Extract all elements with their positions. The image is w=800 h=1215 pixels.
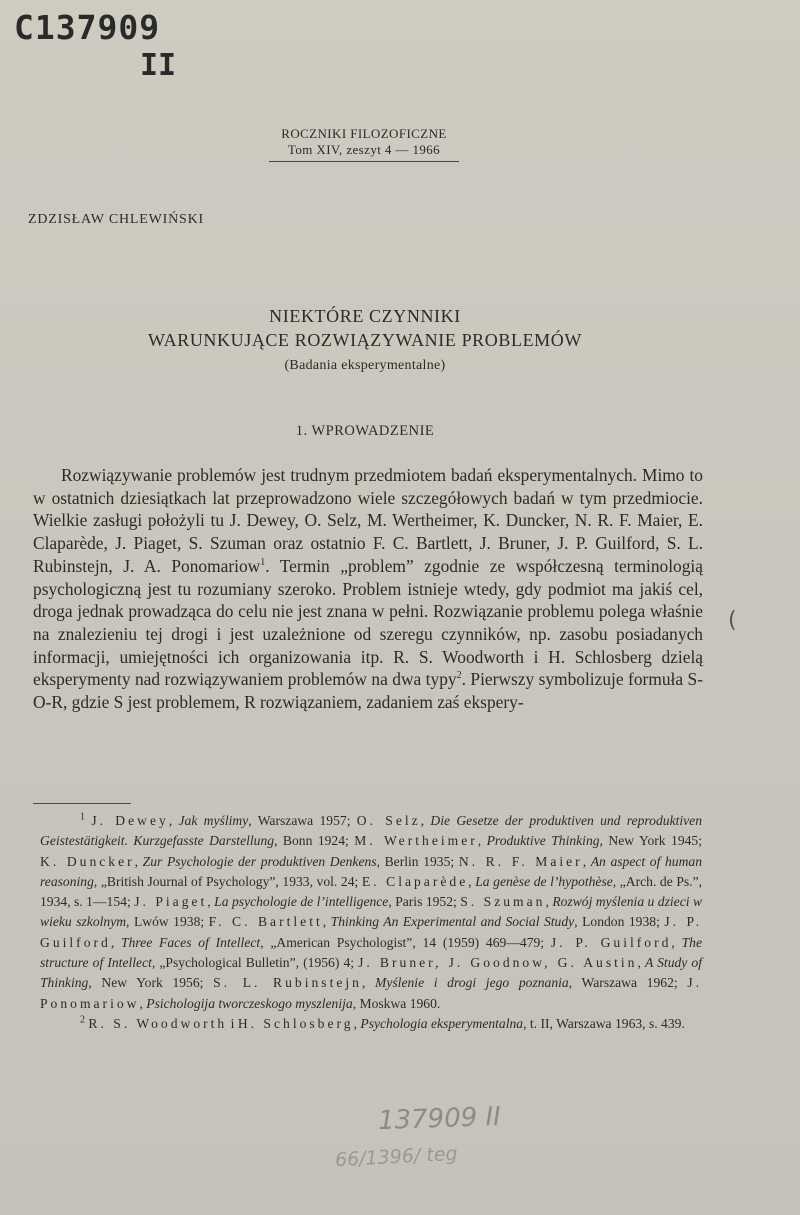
cited-title: Die Gesetze der produktiven und reproduktiven Geistestätigkeit. Kurzgefasste Darstellung [40,813,703,849]
cited-author: J. Bruner, J. Goodnow, G. Austin [358,955,638,971]
citation-text: , [110,934,122,950]
citation-text: , [139,995,147,1011]
citation-text: , [468,873,476,889]
cited-title: Zur Psychologie der produktiven Denkens [142,853,377,869]
journal-name: ROCZNIKI FILOZOFICZNE [281,126,447,141]
cited-title: Produktive Thinking [486,833,600,849]
margin-pencil-mark: ( [728,608,737,633]
cited-author: N. R. F. Maier [458,853,583,869]
footnote-number: 2 [80,1014,85,1026]
cited-author: M. Wertheimer [354,833,478,849]
cited-title: Myślenie i drogi jego poznania [375,975,569,991]
footnote-number: 1 [80,811,85,823]
cited-author: J. Ponomariow [40,975,703,1011]
citation-text: , Bonn 1924; [274,833,355,849]
citation-text: , [207,894,215,910]
cited-title: La genèse de l’hypothèse [475,873,613,889]
cited-author: R. S. Woodworth [88,1015,228,1031]
citation-text: , New York 1945; [599,833,703,849]
footnotes [40,811,702,1034]
cited-title: Psichologija tworczeskogo myszlenija [146,995,353,1011]
author-name: ZDZISŁAW CHLEWIŃSKI [28,212,204,227]
cited-author: S. Szuman [460,894,546,910]
citation-text: , [420,813,431,828]
citation-text: , [361,975,376,991]
footnote-2 [40,1014,702,1034]
footnote-text [88,1016,684,1031]
footnote-rule [33,803,131,804]
citation-text: , „Arch. de Ps.”, 1934, s. 1—154; [40,873,703,910]
cited-author: J. Dewey [91,813,169,828]
citation-text: , Warszawa 1957; [248,813,357,828]
cited-author: S. L. Rubinstejn [213,975,362,991]
section-heading: 1. WPROWADZENIE [295,423,435,439]
pencil-inventory-number: 137909 II [377,1101,502,1137]
citation-text: , „British Journal of Psychology”, 1933, vol. 24; [93,873,362,889]
cited-title: The structure of Intellect [40,934,703,971]
citation-text: , New York 1956; [88,975,214,991]
article-title [60,304,670,352]
paragraph-text-c: . Pierwszy symbolizuje formuła S-O-R, gdzie S jest problemem, R rozwiązaniem, zadaniem zaś ekspery- [33,669,703,713]
citation-text: , [637,955,645,971]
cited-title: An aspect of human reasoning [40,853,702,889]
cited-title: La psychologie de l’intelligence [214,894,389,910]
cited-title: Rozwój myślenia u dzieci w wieku szkolnym [40,894,703,930]
citation-text: , „American Psychologist”, 14 (1959) 469—479; [260,934,551,950]
paragraph-text-a: Rozwiązywanie problemów jest trudnym przedmiotem badań eksperymentalnych. Mimo to w ostatnich dziesiątkach lat przeprowadzono wiele szczegółowych badań w tym przedmiocie. Wielkie zasługi położyli tu J. Dewey, O. Selz, M. Wertheimer, K. Duncker, N. R. F. Maier, E. Claparède, J. Piaget, S. Szuman oraz ostatnio F. C. Bartlett, J. Bruner, J. P. Guilford, S. L. Rubinstejn, J. A. Ponomariow [33,465,703,576]
cited-title: A Study of Thinking [40,955,702,991]
journal-issue: Tom XIV, zeszyt 4 — 1966 [287,142,441,157]
citation-text: , t. II, Warszawa 1963, s. 439. [523,1015,685,1031]
cited-author: J. P. Guilford [40,914,703,950]
library-stamp-mark: II [140,48,177,83]
footnote-ref-2[interactable]: 2 [456,670,462,682]
journal-header [235,126,493,162]
cited-author: J. Piaget [134,894,208,910]
citation-text: , [353,1015,361,1031]
cited-title: Jak myślimy [178,813,249,828]
cited-author: E. Claparède [361,873,469,889]
citation-text: , [545,894,553,910]
article-subtitle: (Badania eksperymentalne) [284,358,446,373]
citation-text: , [477,833,487,849]
header-rule [269,161,459,162]
cited-author: K. Duncker [40,853,135,869]
paragraph [33,464,703,714]
footnote-text [40,813,702,1011]
cited-author: O. Selz [356,813,421,828]
cited-author: H. Schlosberg [237,1015,354,1031]
citation-text: , Berlin 1935; [376,853,459,869]
citation-text: , Lwów 1938; [126,914,209,930]
cited-title: Psychologia eksperymentalna [360,1015,524,1031]
citation-text: , [582,853,591,869]
paragraph-text-b: . Termin „problem” zgodnie ze współczesną terminologią psychologiczną jest tu rozumiany szeroko. Problem istnieje wtedy, gdy podmiot ma jakiś cel, droga jednak prowadząca do celu nie jest znana w pełni. Rozwiązanie problemu polega właśnie na znalezieniu tej drogi i jest uzależnione od szeregu czynników, np. zasobu posiadanych informacji, umiejętności ich organizowania itp. R. S. Woodworth i H. Schlosberg dzielą eksperymenty nad rozwiązywaniem problemów na dwa typy [33,555,703,690]
cited-title: Thinking An Experimental and Social Study [330,914,575,930]
title-line-2: WARUNKUJĄCE ROZWIĄZYWANIE PROBLEMÓW [148,330,582,350]
citation-text: , „Psychological Bulletin”, (1956) 4; [151,955,359,971]
pencil-catalog-code: 66/1396/ teg [334,1142,459,1172]
citation-text: , Warszawa 1962; [568,975,688,991]
cited-title: Three Faces of Intellect [121,934,261,950]
citation-text: , [168,813,179,828]
citation-text: , [322,914,331,930]
citation-text: , Moskwa 1960. [352,995,441,1011]
citation-text: , [671,934,682,950]
cited-author: F. C. Bartlett [208,914,323,930]
citation-text: i [227,1015,238,1031]
title-line-1: NIEKTÓRE CZYNNIKI [269,306,461,326]
cited-author: J. P. Guilford [550,934,672,950]
footnote-ref-1[interactable]: 1 [260,557,266,569]
citation-text: , Paris 1952; [388,894,461,910]
citation-text: , [134,853,143,869]
library-stamp-number: C137909 [14,8,161,47]
body-text [33,464,703,714]
footnote-1 [40,811,702,1014]
citation-text: , London 1938; [574,914,665,930]
